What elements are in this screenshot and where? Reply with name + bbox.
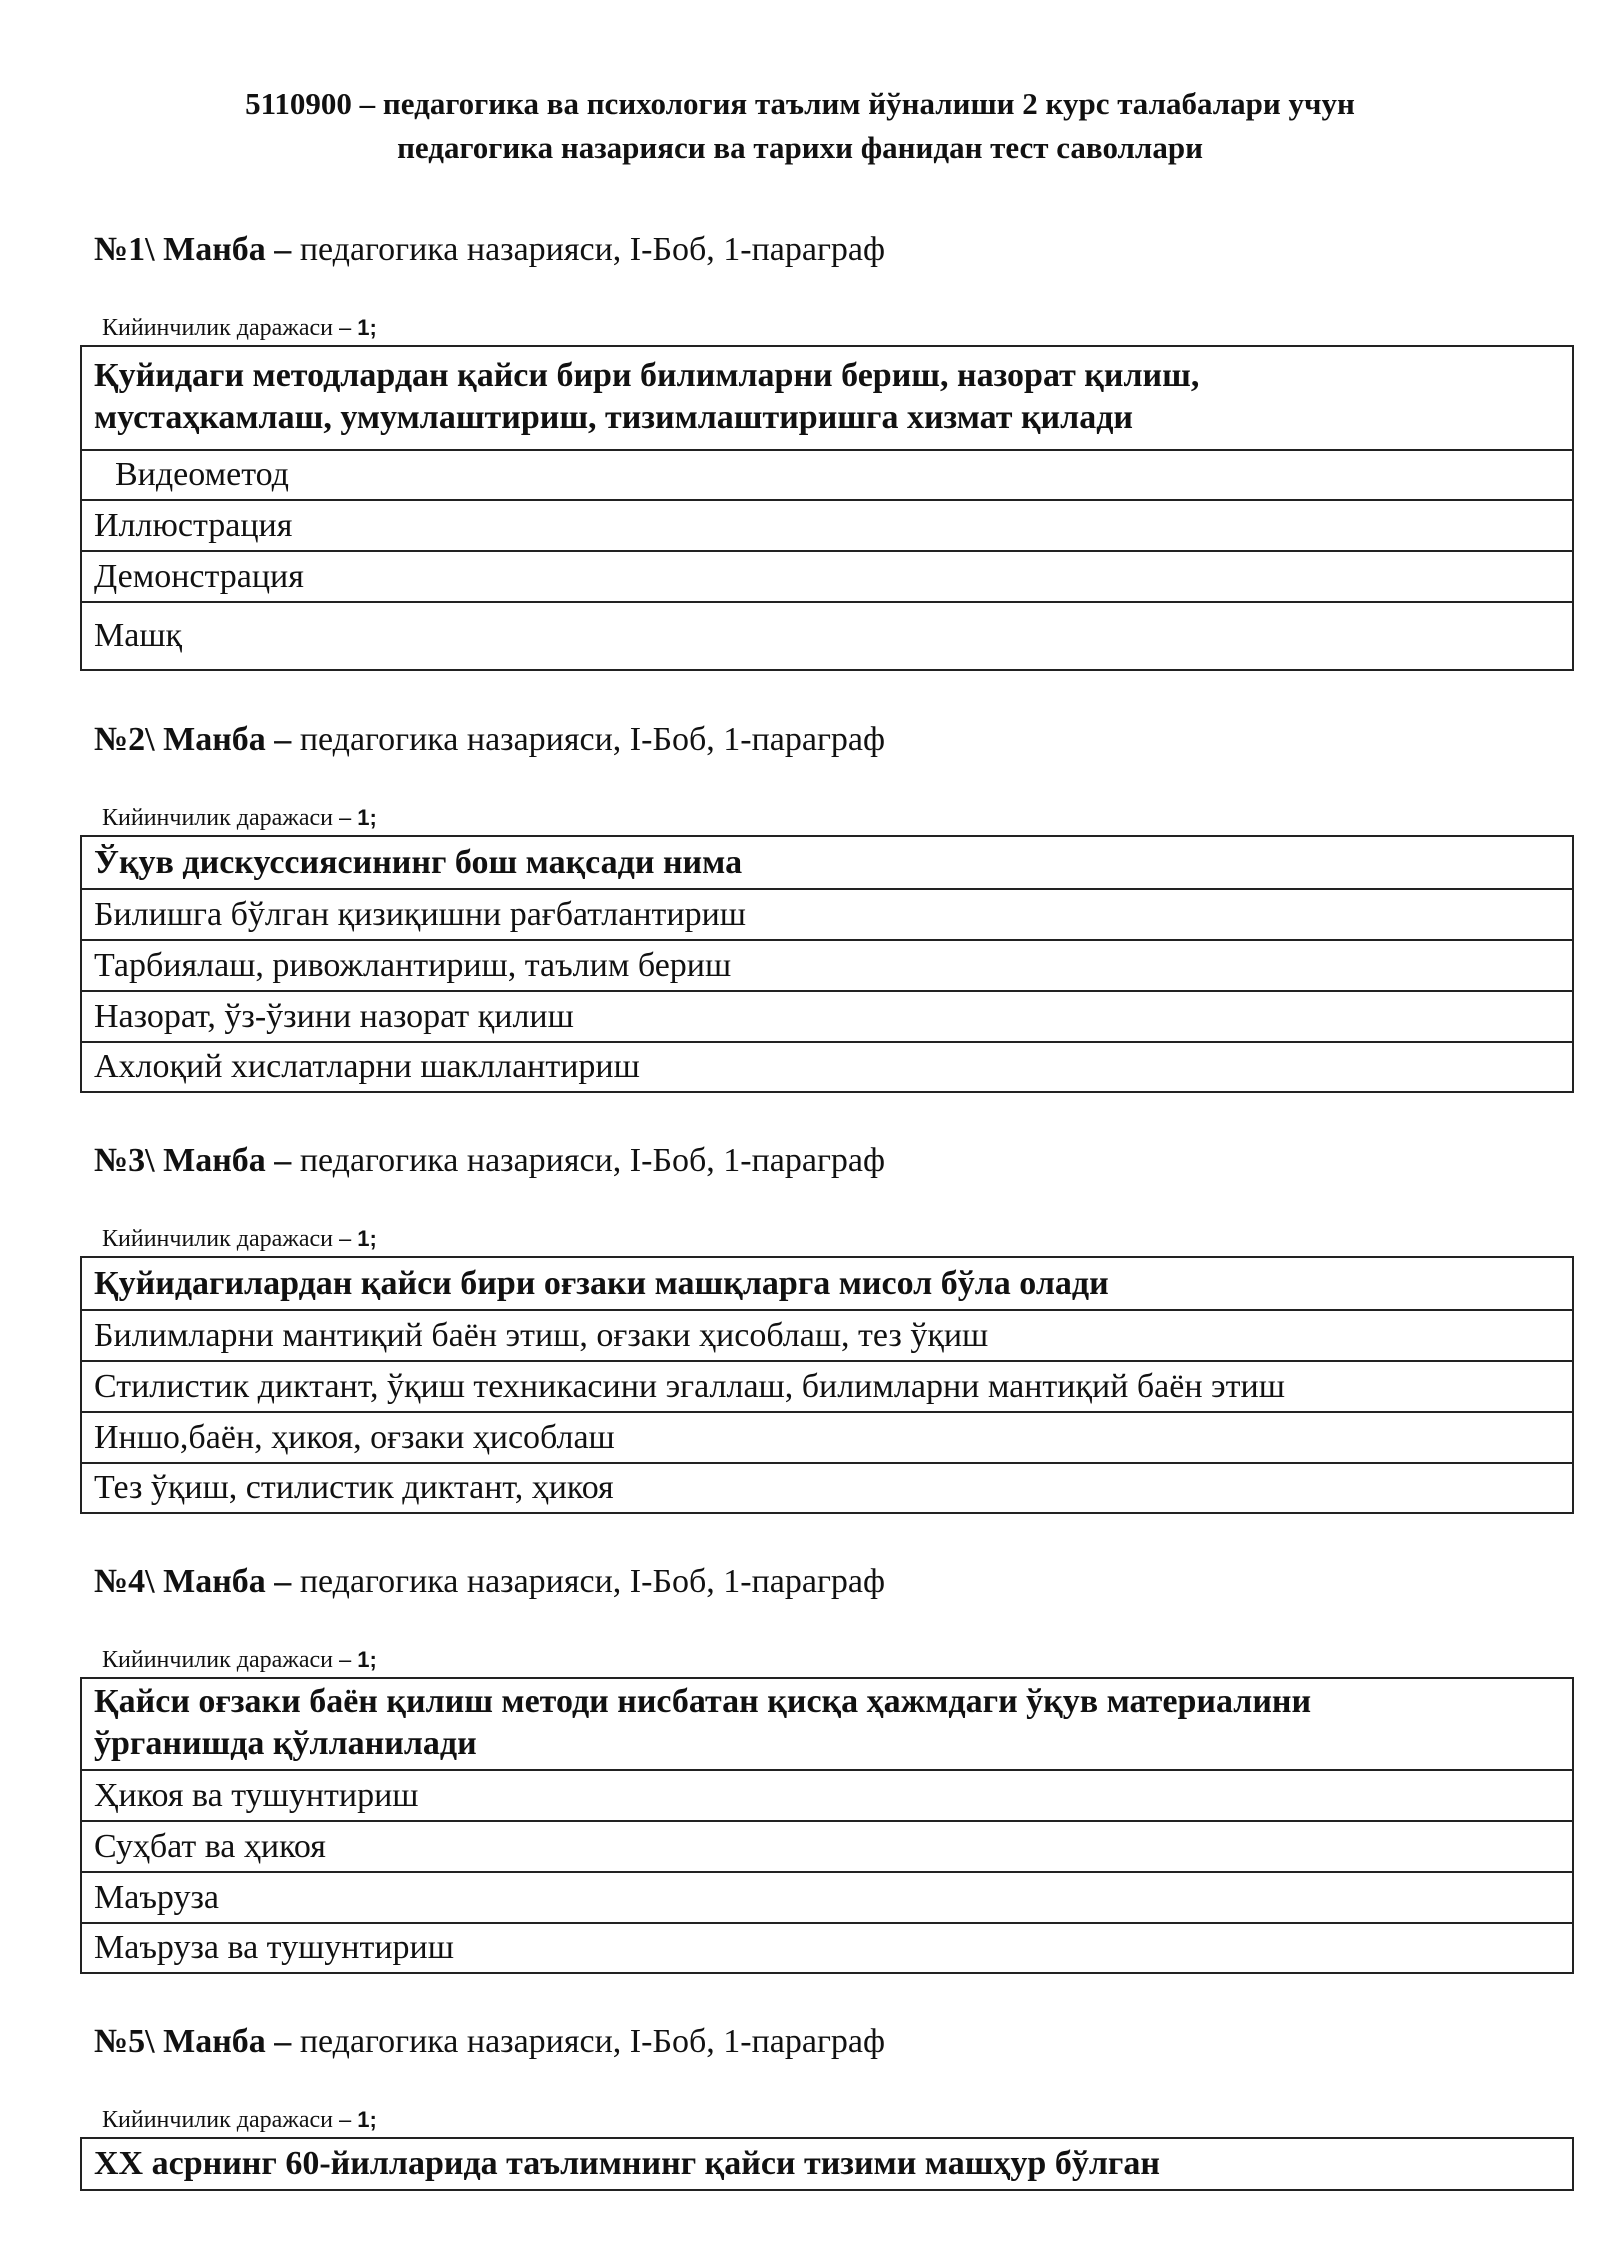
question-text-line: ўрганишда қўлланилади bbox=[94, 1725, 477, 1762]
answer-option: Маъруза ва тушунтириш bbox=[82, 1922, 1572, 1972]
answer-option: Машқ bbox=[82, 601, 1572, 669]
answer-option: Иншо,баён, ҳикоя, оғзаки ҳисоблаш bbox=[82, 1411, 1572, 1462]
difficulty-label: Кийинчилик даражаси bbox=[102, 1647, 334, 1673]
question-text-line: Ўқув дискуссиясининг бош мақсади нима bbox=[94, 843, 743, 881]
difficulty-value: 1; bbox=[357, 805, 377, 830]
question-5-text bbox=[82, 2139, 1572, 2189]
question-3-text bbox=[82, 1258, 1572, 1309]
question-text-line: Қайси оғзаки баён қилиш методи нисбатан қисқа ҳажмдаги ўқув материалини bbox=[94, 1683, 1312, 1720]
answer-option: Маъруза bbox=[82, 1871, 1572, 1922]
difficulty-dash: – bbox=[339, 805, 352, 830]
answer-option: Видеометод bbox=[82, 449, 1572, 499]
question-2-source bbox=[94, 720, 885, 760]
source-text: педагогика назарияси, I-Боб, 1-параграф bbox=[299, 231, 886, 268]
question-text-line: мустаҳкамлаш, умумлаштириш, тизимлаштиришга хизмат қилади bbox=[94, 399, 1134, 436]
document-title-line-2: педагогика назарияси ва тарихи фанидан тест саволлари bbox=[397, 130, 1203, 165]
source-text: педагогика назарияси, I-Боб, 1-параграф bbox=[299, 2023, 886, 2060]
question-1-difficulty bbox=[102, 313, 377, 343]
source-text: педагогика назарияси, I-Боб, 1-параграф bbox=[299, 1142, 886, 1179]
question-1-table bbox=[80, 345, 1574, 671]
question-text-line: Қуйидаги методлардан қайси бири билимларни бериш, назорат қилиш, bbox=[94, 357, 1200, 394]
difficulty-label: Кийинчилик даражаси bbox=[102, 2107, 334, 2133]
question-5-table bbox=[80, 2137, 1574, 2191]
answer-option: Иллюстрация bbox=[82, 499, 1572, 550]
answer-option: Суҳбат ва ҳикоя bbox=[82, 1820, 1572, 1871]
question-4-table bbox=[80, 1677, 1574, 1974]
answer-option: Тез ўқиш, стилистик диктант, ҳикоя bbox=[82, 1462, 1572, 1512]
question-1-source bbox=[94, 230, 885, 270]
question-2-text bbox=[82, 837, 1572, 888]
difficulty-dash: – bbox=[339, 1226, 352, 1251]
question-1-text bbox=[82, 347, 1572, 449]
question-2-table bbox=[80, 835, 1574, 1093]
difficulty-value: 1; bbox=[357, 2107, 377, 2132]
difficulty-dash: – bbox=[339, 2107, 352, 2132]
source-label: Манба – bbox=[163, 231, 292, 268]
question-3-difficulty bbox=[102, 1224, 377, 1254]
answer-option: Назорат, ўз-ўзини назорат қилиш bbox=[82, 990, 1572, 1041]
difficulty-label: Кийинчилик даражаси bbox=[102, 315, 334, 341]
question-2-difficulty bbox=[102, 803, 377, 833]
difficulty-dash: – bbox=[339, 1647, 352, 1672]
source-text: педагогика назарияси, I-Боб, 1-параграф bbox=[299, 1563, 886, 1600]
question-number: №1\ bbox=[94, 231, 155, 268]
answer-option: Ахлоқий хислатларни шакллантириш bbox=[82, 1041, 1572, 1091]
answer-option: Стилистик диктант, ўқиш техникасини эгаллаш, билимларни мантиқий баён этиш bbox=[82, 1360, 1572, 1411]
question-5-source bbox=[94, 2022, 885, 2062]
document-title bbox=[100, 82, 1500, 170]
answer-option: Билимларни мантиқий баён этиш, оғзаки ҳисоблаш, тез ўқиш bbox=[82, 1309, 1572, 1360]
difficulty-value: 1; bbox=[357, 1226, 377, 1251]
source-label: Манба – bbox=[163, 2023, 292, 2060]
question-text-line: XX асрнинг 60-йилларида таълимнинг қайси тизими машҳур бўлган bbox=[94, 2145, 1160, 2182]
answer-option: Тарбиялаш, ривожлантириш, таълим бериш bbox=[82, 939, 1572, 990]
difficulty-label: Кийинчилик даражаси bbox=[102, 805, 334, 831]
difficulty-dash: – bbox=[339, 315, 352, 340]
difficulty-value: 1; bbox=[357, 315, 377, 340]
answer-option: Ҳикоя ва тушунтириш bbox=[82, 1769, 1572, 1820]
question-3-table bbox=[80, 1256, 1574, 1514]
document-title-line-1: 5110900 – педагогика ва психология таълим йўналиши 2 курс талабалари учун bbox=[245, 86, 1355, 121]
answer-option: Демонстрация bbox=[82, 550, 1572, 601]
question-text-line: Қуйидагилардан қайси бири оғзаки машқларга мисол бўла олади bbox=[94, 1264, 1109, 1302]
question-4-source bbox=[94, 1562, 885, 1602]
source-text: педагогика назарияси, I-Боб, 1-параграф bbox=[299, 721, 886, 758]
question-4-text bbox=[82, 1679, 1572, 1769]
source-label: Манба – bbox=[163, 1563, 292, 1600]
difficulty-value: 1; bbox=[357, 1647, 377, 1672]
question-5-difficulty bbox=[102, 2105, 377, 2135]
question-number: №4\ bbox=[94, 1563, 155, 1600]
question-number: №5\ bbox=[94, 2023, 155, 2060]
source-label: Манба – bbox=[163, 721, 292, 758]
answer-option: Билишга бўлган қизиқишни рағбатлантириш bbox=[82, 888, 1572, 939]
source-label: Манба – bbox=[163, 1142, 292, 1179]
question-number: №3\ bbox=[94, 1142, 155, 1179]
difficulty-label: Кийинчилик даражаси bbox=[102, 1226, 334, 1252]
question-4-difficulty bbox=[102, 1645, 377, 1675]
question-3-source bbox=[94, 1141, 885, 1181]
question-number: №2\ bbox=[94, 721, 155, 758]
